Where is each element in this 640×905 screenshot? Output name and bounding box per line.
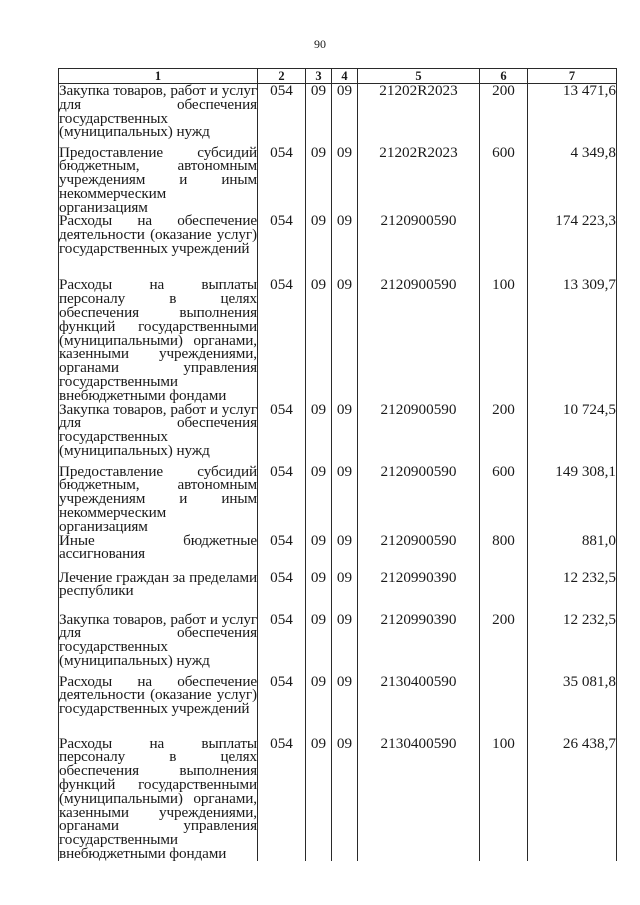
- amount: 149 308,1: [528, 465, 617, 534]
- table-row: [59, 571, 617, 613]
- table-row: [59, 278, 617, 402]
- amount: 35 081,8: [528, 675, 617, 737]
- ministry-code: 054: [258, 278, 306, 402]
- header-cell: 4: [332, 69, 358, 84]
- expense-name: Закупка товаров, работ и услуг для обеспечения государственных (муниципальных) нужд: [59, 613, 258, 675]
- section-code: 09: [306, 278, 332, 402]
- expense-type-code: 800: [480, 534, 528, 571]
- table-row: [59, 613, 617, 675]
- subsection-code: 09: [332, 534, 358, 571]
- subsection-code: 09: [332, 146, 358, 215]
- amount: 10 724,5: [528, 403, 617, 465]
- expense-type-code: [480, 675, 528, 737]
- expense-type-code: 100: [480, 737, 528, 861]
- expense-name: Закупка товаров, работ и услуг для обеспечения государственных (муниципальных) нужд: [59, 403, 258, 465]
- ministry-code: 054: [258, 403, 306, 465]
- target-item-code: 2120990390: [358, 613, 480, 675]
- subsection-code: 09: [332, 84, 358, 146]
- section-code: 09: [306, 214, 332, 278]
- expense-name: Расходы на выплаты персоналу в целях обеспечения выполнения функций государственными (муниципальными) органами, казенными учреждениями, органами управления государственными внебюджетными фондами: [59, 276, 257, 404]
- header-cell: 6: [480, 69, 528, 84]
- ministry-code: 054: [258, 571, 306, 613]
- subsection-code: 09: [332, 465, 358, 534]
- table-row: [59, 403, 617, 465]
- table-row: [59, 534, 617, 571]
- section-code: 09: [306, 403, 332, 465]
- table-row: [59, 465, 617, 534]
- target-item-code: 2120900590: [358, 465, 480, 534]
- subsection-code: 09: [332, 737, 358, 861]
- ministry-code: 054: [258, 84, 306, 146]
- subsection-code: 09: [332, 571, 358, 613]
- expense-name: Расходы на обеспечение деятельности (оказание услуг) государственных учреждений: [59, 214, 258, 278]
- expense-name: Закупка товаров, работ и услуг для обеспечения государственных (муниципальных) нужд: [59, 84, 258, 146]
- header-cell: 5: [358, 69, 480, 84]
- header-cell: 7: [528, 69, 617, 84]
- subsection-code: 09: [332, 613, 358, 675]
- expense-name: Предоставление субсидий бюджетным, автономным учреждениям и иным некоммерческим организациям: [59, 143, 257, 216]
- amount: 13 309,7: [528, 278, 617, 402]
- expense-name: Иные бюджетные ассигнования: [59, 534, 258, 571]
- expense-type-code: [480, 571, 528, 613]
- target-item-code: 2120900590: [358, 403, 480, 465]
- page-number: 90: [314, 37, 326, 51]
- expense-name: Расходы на выплаты персоналу в целях обеспечения выполнения функций государственными (муниципальными) органами, казенными учреждениями, органами управления государственными внебюджетными фондами: [59, 734, 257, 863]
- amount: 13 471,6: [528, 84, 617, 146]
- table-row: [59, 84, 617, 146]
- target-item-code: 2120990390: [358, 571, 480, 613]
- subsection-code: 09: [332, 214, 358, 278]
- expense-name: Лечение граждан за пределами республики: [59, 571, 258, 613]
- section-code: 09: [306, 571, 332, 613]
- ministry-code: 054: [258, 737, 306, 861]
- expense-type-code: 200: [480, 613, 528, 675]
- target-item-code: 2130400590: [358, 675, 480, 737]
- amount: 881,0: [528, 534, 617, 571]
- section-code: 09: [306, 146, 332, 215]
- section-code: 09: [306, 737, 332, 861]
- expense-type-code: 600: [480, 146, 528, 215]
- amount: 12 232,5: [528, 613, 617, 675]
- amount: 26 438,7: [528, 737, 617, 861]
- ministry-code: 054: [258, 613, 306, 675]
- subsection-code: 09: [332, 403, 358, 465]
- subsection-code: 09: [332, 675, 358, 737]
- target-item-code: 2120900590: [358, 278, 480, 402]
- expense-name: Предоставление субсидий бюджетным, автономным учреждениям и иным некоммерческим организациям: [59, 462, 257, 535]
- budget-table: [58, 68, 617, 861]
- table-row: [59, 675, 617, 737]
- amount: 174 223,3: [528, 214, 617, 278]
- expense-type-code: 600: [480, 465, 528, 534]
- target-item-code: 2130400590: [358, 737, 480, 861]
- target-item-code: 2120900590: [358, 534, 480, 571]
- expense-type-code: 200: [480, 403, 528, 465]
- expense-type-code: 100: [480, 278, 528, 402]
- section-code: 09: [306, 84, 332, 146]
- ministry-code: 054: [258, 214, 306, 278]
- ministry-code: 054: [258, 465, 306, 534]
- target-item-code: 2120900590: [358, 214, 480, 278]
- expense-type-code: 200: [480, 84, 528, 146]
- expense-type-code: [480, 214, 528, 278]
- amount: 4 349,8: [528, 146, 617, 215]
- target-item-code: 21202R2023: [358, 146, 480, 215]
- expense-name: Расходы на обеспечение деятельности (оказание услуг) государственных учреждений: [59, 675, 258, 737]
- subsection-code: 09: [332, 278, 358, 402]
- target-item-code: 21202R2023: [358, 84, 480, 146]
- header-cell: 1: [59, 69, 258, 84]
- table-row: [59, 737, 617, 861]
- ministry-code: 054: [258, 146, 306, 215]
- ministry-code: 054: [258, 534, 306, 571]
- header-cell: 2: [258, 69, 306, 84]
- header-cell: 3: [306, 69, 332, 84]
- amount: 12 232,5: [528, 571, 617, 613]
- table-row: [59, 146, 617, 215]
- ministry-code: 054: [258, 675, 306, 737]
- table-row: [59, 214, 617, 278]
- section-code: 09: [306, 613, 332, 675]
- section-code: 09: [306, 465, 332, 534]
- section-code: 09: [306, 534, 332, 571]
- section-code: 09: [306, 675, 332, 737]
